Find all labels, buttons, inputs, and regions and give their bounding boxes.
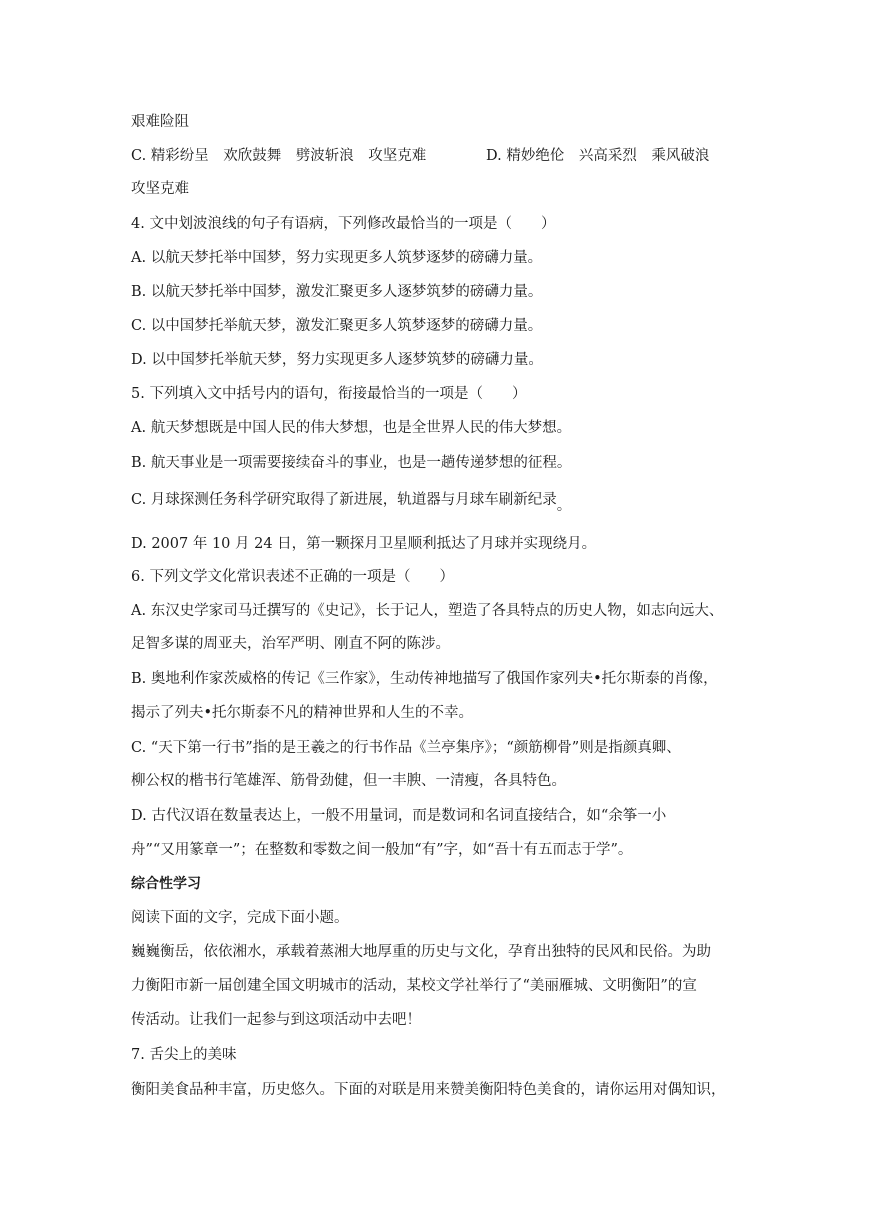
section-paragraph-line2: 力衡阳市新一届创建全国文明城市的活动，某校文学社举行了“美丽雁城、文明衡阳”的宣 [131, 978, 697, 994]
q6-stem: 6. 下列文学文化常识表述不正确的一项是（ ） [131, 569, 454, 585]
q5-option-d: D. 2007 年 10 月 24 日，第一颗探月卫星顺利抵达了月球并实现绕月。 [131, 536, 597, 552]
section-heading: 综合性学习 [131, 876, 201, 892]
q6-option-c-line1: C. “天下第一行书”指的是王羲之的行书作品《兰亭集序》；“颜筋柳骨”则是指颜真卿、 [131, 740, 681, 756]
q4-option-d: D. 以中国梦托举航天梦，努力实现更多人逐梦筑梦的磅礴力量。 [131, 352, 543, 368]
section-paragraph-line1: 巍巍衡岳，依依湘水，承载着蒸湘大地厚重的历史与文化，孕育出独特的民风和民俗。为助 [131, 944, 711, 960]
q4-option-b: B. 以航天梦托举中国梦，激发汇聚更多人逐梦筑梦的磅礴力量。 [131, 284, 543, 300]
q6-option-c-line2: 柳公权的楷书行笔雄浑、筋骨劲健，但一丰腴、一清瘦，各具特色。 [131, 773, 566, 789]
q4-option-c: C. 以中国梦托举航天梦，激发汇聚更多人筑梦逐梦的磅礴力量。 [131, 318, 543, 334]
section-instruction: 阅读下面的文字，完成下面小题。 [131, 910, 349, 926]
q5-stem: 5. 下列填入文中括号内的语句，衔接最恰当的一项是（ ） [131, 386, 527, 402]
q5-option-c-text: C. 月球探测任务科学研究取得了新进展，轨道器与月球车刷新纪录 [131, 492, 557, 508]
q3-options-cd [131, 146, 709, 166]
q7-paragraph-line1: 衡阳美食品种丰富，历史悠久。下面的对联是用来赞美衡阳特色美食的，请你运用对偶知识， [131, 1082, 726, 1098]
q4-option-a: A. 以航天梦托举中国梦，努力实现更多人筑梦逐梦的磅礴力量。 [131, 250, 543, 266]
q6-option-a-line2: 足智多谋的周亚夫，治军严明、刚直不阿的陈涉。 [131, 636, 450, 652]
q4-stem: 4. 文中划波浪线的句子有语病，下列修改最恰当的一项是（ ） [131, 216, 556, 232]
section-paragraph-line3: 传活动。让我们一起参与到这项活动中去吧！ [131, 1012, 421, 1028]
q5-option-a: A. 航天梦想既是中国人民的伟大梦想，也是全世界人民的伟大梦想。 [131, 420, 572, 436]
q6-option-b-line1: B. 奥地利作家茨威格的传记《三作家》，生动传神地描写了俄国作家列夫•托尔斯泰的肖像， [131, 671, 718, 687]
q5-option-c-period: 。 [556, 498, 572, 514]
q3-option-c: C. 精彩纷呈 欢欣鼓舞 劈波斩浪 攻坚克难 [131, 148, 427, 164]
q6-option-b-line2: 揭示了列夫•托尔斯泰不凡的精神世界和人生的不幸。 [131, 705, 474, 721]
q6-option-d-line2: 舟”“又用篆章一”；在整数和零数之间一般加“有”字，如“吾十有五而志于学”。 [131, 842, 633, 858]
q3-option-d-continued: 攻坚克难 [131, 181, 189, 197]
q5-option-b: B. 航天事业是一项需要接续奋斗的事业，也是一趟传递梦想的征程。 [131, 455, 572, 471]
q7-stem: 7. 舌尖上的美味 [131, 1047, 237, 1063]
q6-option-d-line1: D. 古代汉语在数量表达上，一般不用量词，而是数词和名词直接结合，如“余筝一小 [131, 808, 667, 824]
q3-option-d: D. 精妙绝伦 兴高采烈 乘风破浪 [486, 148, 710, 164]
q6-option-a-line1: A. 东汉史学家司马迁撰写的《史记》，长于记人，塑造了各具特点的历史人物，如志向远大、 [131, 603, 724, 619]
q3-option-b-continued: 艰难险阻 [131, 114, 189, 130]
q5-option-c [131, 490, 572, 514]
